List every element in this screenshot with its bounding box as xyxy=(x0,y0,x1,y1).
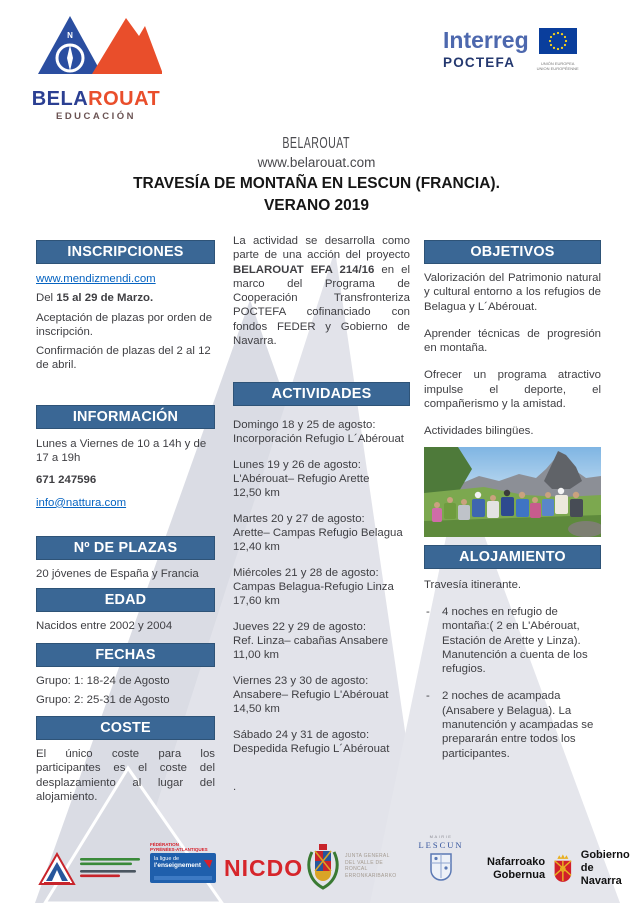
plazas-body: 20 jóvenes de España y Francia xyxy=(36,567,199,580)
footnote-dot: . xyxy=(233,781,237,794)
info-hours: Lunes a Viernes de 10 a 14h y de 17 a 19h xyxy=(36,437,207,465)
website-text: www.belarouat.com xyxy=(257,155,376,170)
objetivo-4: Actividades bilingües. xyxy=(424,425,534,438)
ligue-line-2: l'enseignement xyxy=(154,862,202,869)
objetivo-2: Aprender técnicas de progresión en montaña. xyxy=(424,327,601,355)
section-header-plazas: Nº DE PLAZAS xyxy=(36,536,215,560)
title-block xyxy=(0,134,633,215)
right-column xyxy=(424,240,601,761)
nicdo-logo: NICDO xyxy=(224,855,304,881)
eu-caption-line1: UNIÓN EUROPEA xyxy=(540,61,575,66)
ligue-caption-2: PYRÉNÉES-ATLANTIQUES xyxy=(150,847,208,852)
section-header-objetivos: OBJETIVOS xyxy=(424,240,601,264)
activity-day: Miércoles 21 y 28 de agosto: xyxy=(233,567,379,580)
activity-day: Jueves 22 y 29 de agosto: xyxy=(233,621,366,634)
lescun-mairie-logo xyxy=(416,834,466,887)
eu-flag-icon xyxy=(539,28,577,54)
activity-day: Domingo 18 y 25 de agosto: xyxy=(233,419,376,432)
brand-subtitle: EDUCACIÓN xyxy=(55,111,137,122)
activity-item xyxy=(233,512,410,554)
brand-rouat: ROUAT xyxy=(88,88,161,110)
interreg-poctefa-logo xyxy=(443,28,619,71)
ligue-box xyxy=(150,853,216,883)
activity-item xyxy=(233,728,410,756)
intro-pre: La actividad se desarrolla como parte de una acción del proyecto xyxy=(233,235,410,262)
activity-route: Campas Belagua-Refugio Linza xyxy=(233,581,394,594)
section-header-edad: EDAD xyxy=(36,588,215,612)
federacion-montana-icon xyxy=(38,852,144,888)
belarouat-mountains-icon xyxy=(30,12,162,84)
activity-day: Viernes 23 y 30 de agosto: xyxy=(233,675,369,688)
page-subtitle: VERANO 2019 xyxy=(263,197,370,214)
activity-item xyxy=(233,566,410,608)
activity-item xyxy=(233,620,410,662)
section-header-informacion: INFORMACIÓN xyxy=(36,405,215,429)
interreg-text xyxy=(443,28,529,71)
intro-project-code: BELAROUAT EFA 214/16 xyxy=(233,263,375,276)
eu-flag-block xyxy=(537,28,579,71)
project-intro xyxy=(233,234,410,348)
activity-route: Ansabere– Refugio L'Abérouat xyxy=(233,689,389,702)
brand-bela: BELA xyxy=(31,88,89,110)
roncal-line-1: JUNTA GENERAL xyxy=(345,853,390,859)
inscription-dates xyxy=(36,291,215,305)
navarra-shield-icon xyxy=(550,852,576,886)
navarra-es-line1: Gobierno xyxy=(580,849,630,861)
belarouat-logo xyxy=(30,12,162,122)
section-header-inscripciones: INSCRIPCIONES xyxy=(36,240,215,264)
bullet-dash: - xyxy=(426,605,430,618)
activity-day: Sábado 24 y 31 de agosto: xyxy=(233,729,370,742)
email-link[interactable]: info@nattura.com xyxy=(36,496,127,509)
org-name: BELAROUAT xyxy=(282,133,351,152)
gobierno-navarra-logo xyxy=(487,849,633,888)
activity-km: 12,40 km xyxy=(233,541,280,554)
inscription-note-1: Aceptación de plazas por orden de inscripción. xyxy=(36,311,213,338)
intro-post: en el marco del Programa de Cooperación Transfronteriza POCTEFA cofinanciado con fondos FEDER y Gobierno de Navarra. xyxy=(233,263,410,348)
interreg-program: POCTEFA xyxy=(443,55,516,70)
middle-column xyxy=(233,234,410,795)
dates-bold: 15 al 29 de Marzo. xyxy=(56,292,154,305)
activity-item xyxy=(233,674,410,716)
activity-km: 17,60 km xyxy=(233,595,280,608)
navarra-eu-line1: Nafarroako xyxy=(487,855,546,868)
activity-route: Arette– Campas Refugio Belagua xyxy=(233,527,403,540)
activity-route: Ref. Linza– cabañas Ansabere xyxy=(233,635,389,648)
lescun-crest-icon xyxy=(429,852,453,882)
activity-km: 14,50 km xyxy=(233,703,280,716)
brand-wordmark xyxy=(30,89,162,109)
inscription-note-2: Confirmación de plazas del 2 al 12 de abril. xyxy=(36,345,211,372)
ligue-caption-1: FÉDÉRATION xyxy=(150,842,179,847)
bullet-text: 2 noches de acampada (Ansabere y Belagua). La manutención y acampadas se prepararán entre todos los participantes. xyxy=(442,690,594,760)
bullet-text: 4 noches en refugio de montaña:( 2 en L'Abérouat, Estación de Arette y Linza). Manutención a cuenta de los refugios. xyxy=(442,605,588,676)
ligue-strip xyxy=(154,876,212,880)
navarra-basque-text xyxy=(487,856,545,882)
dates-prefix: Del xyxy=(36,292,57,305)
roncal-text xyxy=(345,853,396,879)
activity-item xyxy=(233,418,410,446)
roncal-crest-icon xyxy=(306,842,340,890)
federacion-navarra-montana-logo xyxy=(38,852,144,893)
valle-roncal-logo xyxy=(306,842,396,890)
interreg-name: Interreg xyxy=(443,27,529,53)
lescun-caption: MAIRIE xyxy=(429,834,453,839)
objetivo-1: Valorización del Patrimonio natural y cultural entorno a los refugios de Belagua y L´Abérouat. xyxy=(424,272,601,313)
group-mountain-photo xyxy=(424,447,601,537)
fechas-grupo2: Grupo: 2: 25-31 de Agosto xyxy=(36,693,170,706)
lescun-name: LESCUN xyxy=(418,840,464,850)
info-phone: 671 247596 xyxy=(36,474,97,487)
mendizmendi-link[interactable]: www.mendizmendi.com xyxy=(36,273,156,285)
fechas-grupo1: Grupo: 1: 18-24 de Agosto xyxy=(36,674,170,687)
activity-km: 11,00 km xyxy=(233,649,280,662)
navarra-eu-line2: Gobernua xyxy=(493,868,546,881)
objetivo-3: Ofrecer un programa atractivo impulse el deporte, el compañerismo y la amistad. xyxy=(424,369,601,411)
section-header-actividades: ACTIVIDADES xyxy=(233,382,410,406)
ligue-line-1: la ligue de xyxy=(154,856,180,862)
roncal-line-4: ERRONKARIBARKO xyxy=(345,872,397,879)
section-header-fechas: FECHAS xyxy=(36,643,215,667)
eu-caption-line2: UNION EUROPÉENNE xyxy=(536,66,579,71)
page-title: TRAVESÍA DE MONTAÑA EN LESCUN (FRANCIA). xyxy=(133,175,500,192)
navarra-es-line2: de Navarra xyxy=(580,862,622,887)
activity-route: Incorporación Refugio L´Abérouat xyxy=(233,433,404,446)
activity-route: Despedida Refugio L´Abérouat xyxy=(233,743,390,756)
alojamiento-bullet-2 xyxy=(424,689,601,760)
edad-body: Nacidos entre 2002 y 2004 xyxy=(36,620,173,633)
coste-body: El único coste para los participantes es el coste del desplazamiento al lugar del alojamiento. xyxy=(36,748,215,804)
activity-route: L'Abérouat– Refugio Arette xyxy=(233,473,370,486)
roncal-line-2: DEL VALLE DE xyxy=(345,859,384,866)
roncal-line-3: RONCAL xyxy=(345,866,368,872)
alojamiento-intro: Travesía itinerante. xyxy=(424,578,522,591)
ligue-enseignement-logo xyxy=(150,842,216,883)
navarra-spanish-text xyxy=(581,849,633,888)
left-column xyxy=(36,240,215,804)
alojamiento-bullet-1 xyxy=(424,605,601,676)
svg-text:N: N xyxy=(67,31,73,40)
activity-km: 12,50 km xyxy=(233,487,280,500)
section-header-coste: COSTE xyxy=(36,716,215,740)
section-header-alojamiento: ALOJAMIENTO xyxy=(424,545,601,569)
activity-item xyxy=(233,458,410,500)
activity-day: Lunes 19 y 26 de agosto: xyxy=(233,459,361,472)
activity-day: Martes 20 y 27 de agosto: xyxy=(233,513,365,526)
bullet-dash: - xyxy=(426,690,430,703)
